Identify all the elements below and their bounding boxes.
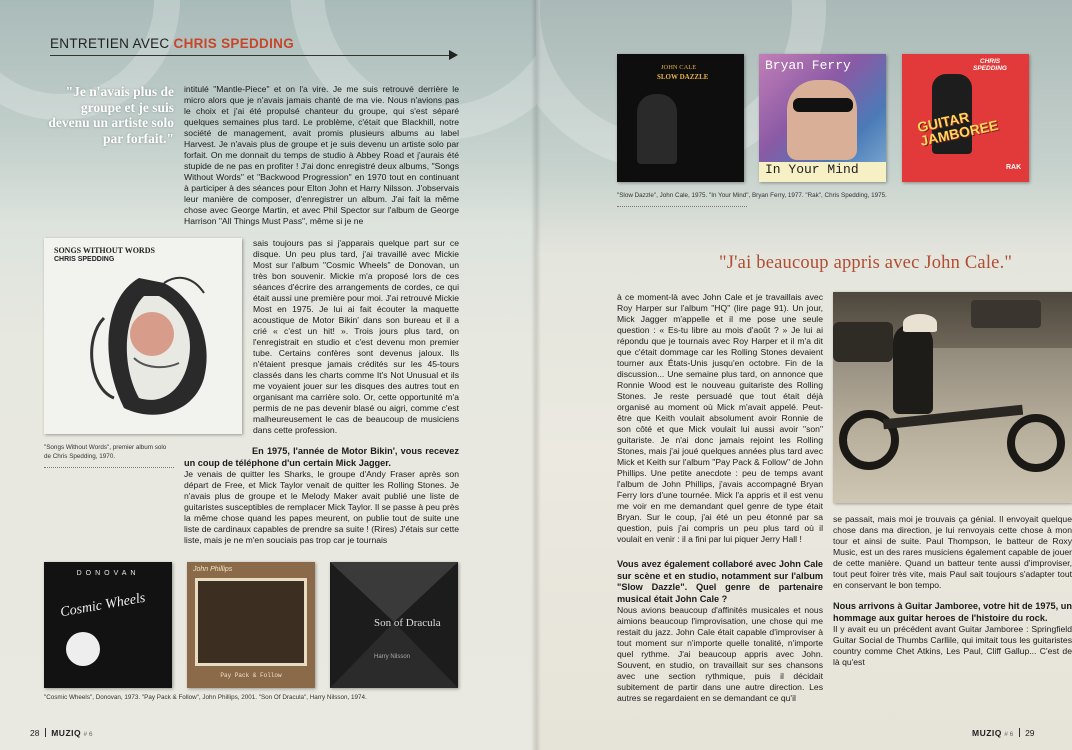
album-cover-guitar-jamboree bbox=[902, 54, 1029, 182]
cover-title: Son of Dracula bbox=[374, 617, 441, 629]
body-column-top: intitulé "Mantle-Piece" et on l'a vire. Je me suis retrouvé derrière le micro alors que je n'avais jamais chanté de ma vie. Nous n'avions pas le choix et j'ai été propulsé chanteur du groupe, qui s'est séparé quelques semaines plus tard. Le problème, c'était que Blackhill, notre société de management, avait promis plusieurs albums au label Harvest. Je n'avais plus de groupe et je suis devenu un artiste solo par forfait. On me donnait du temps de studio à Abbey Road et j'aurais été stupide de ne pas en profiter ! J'ai donc enregistré deux albums, "Songs Without Words" et "Backwood Progression" en 1970 tout en continuant à participer à des séances pour Elton John et Harry Nilsson. J'observais leur manière de composer, d'enregistrer un album. J'ai fait la même chose avec George Martin, et avec Phil Spector sur l'album de George Harrison "All Things Must Pass", même si je ne bbox=[184, 84, 459, 226]
album-cover-slow-dazzle bbox=[617, 54, 744, 182]
album-cover-in-your-mind bbox=[759, 54, 886, 182]
cover-title: Cosmic Wheels bbox=[59, 590, 147, 621]
caption-top-covers: "Slow Dazzle", John Cale, 1975. "In Your Mind", Bryan Ferry, 1977. "Rak", Chris Spedding, 1975. bbox=[617, 192, 887, 199]
body-column-right-2: se passait, mais moi je trouvais ça génial. Il envoyait quelque chose dans ma direction, je lui renvoyais cette chose à mon tour et ainsi de suite. Paul Thompson, le batteur de Roxy Music, est un des rares musiciens également capable de jouer de cette manière. Quand un batteur tente aussi d'improviser, tout peut foirer très vite, mais Paul sait toujours s'adapter tout en conservant le bon tempo. Nous arrivons à Guitar Jamboree, votre hit de 1975, un hommage aux guitar heroes de l'histoire du rock. Il y avait eu un précédent avant Guitar Jamboree : Springfield Guitar Social de Thumbs Carllile, qui imitait tous les guitaristes country comme Chet Atkins, Les Paul, Cliff Gallup... C'est de là qu'est bbox=[833, 514, 1072, 667]
rider-silhouette bbox=[893, 324, 933, 414]
cover-title: In Your Mind bbox=[765, 162, 859, 177]
figure-silhouette bbox=[637, 94, 677, 164]
magazine-name: MUZIQ bbox=[51, 728, 82, 738]
page-number: 29 bbox=[1025, 728, 1035, 738]
cover-title: GUITAR JAMBOREE bbox=[915, 108, 1000, 149]
magazine-name: MUZIQ bbox=[972, 728, 1002, 738]
label-badge: RAK bbox=[1006, 164, 1022, 171]
sunglasses-shape bbox=[793, 98, 853, 112]
caption-bottom-covers: "Cosmic Wheels", Donovan, 1973. "Pay Pack & Follow", John Phillips, 2001. "Son Of Dracula", Harry Nilsson, 1974. bbox=[44, 694, 367, 701]
interviewee-name: CHRIS SPEDDING bbox=[173, 36, 294, 51]
cover-label: DONOVAN bbox=[76, 570, 140, 577]
cover-title: SONGS WITHOUT WORDS bbox=[54, 246, 155, 255]
header-rule bbox=[50, 55, 453, 56]
section-header: ENTRETIEN AVEC CHRIS SPEDDING bbox=[50, 36, 294, 51]
cover-artist: CHRIS SPEDDING bbox=[54, 256, 115, 263]
cover-photo bbox=[195, 578, 307, 666]
body-column-right-1: à ce moment-là avec John Cale et je travaillais avec Roy Harper sur l'album "HQ" (lire page 91). Un jour, Mick Jagger m'appelle et il me pose une seule question : « Es-tu libre au mois d'août ? » Je lui ai répondu que je tournais avec Roy Harper et il m'a dit que c'était dommage car les Rolling Stones devaient tourner aux États-Unis jusqu'en octobre. Fin de la discussion... Une semaine plus tard, on annonce que Ronnie Wood est le nouveau guitariste des Rolling Stones. Je reste persuadé que tout était déjà organisé au moment où Mick m'avait appelé. Peut-être que Keith voulait absolument avoir Ronnie de son côté et que Mick voulait lui aussi avoir "son" guitariste. Je n'ai donc jamais rejoint les Rolling Stones, mais j'ai joué quelques années plus tard avec Mick et Keith sur l'album "Pay Pack & Follow" de John Phillips. Une petite anecdote : peu de temps avant l'album de John Phillips, j'avais accompagné Bryan Ferry lors d'une tournée. Mick l'a appris et il est venu me voir en me demandant quel genre de type était Bryan. Sur le coup, j'ai été un peu étonné par sa question, puis j'ai compris un peu plus tard où il voulait en venir : il a fini par lui piquer Jerry Hall ! Vous avez également collaboré avec John Cale sur scène et en studio, notamment sur l'album "Slow Dazzle". Quel genre de partenaire musical était John Cale ? Nous avions beaucoup d'affinités musicales et nous aimions beaucoup l'improvisation, une chose qui me restait du jazz. John Cale était capable d'improviser à tout moment sur n'importe quelle tonalité, n'importe quel rythme. J'ai beaucoup appris avec John. Souvent, en studio, on travaillait sur ses chansons avec une section rythmique, puis il décidait subitement de partir dans une autre direction. Les autres se regardaient en se demandant ce qu'il bbox=[617, 292, 823, 703]
page-footer-left bbox=[30, 728, 93, 738]
arrow-icon bbox=[449, 50, 458, 60]
album-cover-son-of-dracula bbox=[330, 562, 458, 688]
album-cover-songs-without-words bbox=[44, 238, 242, 434]
pull-quote: "Je n'avais plus de groupe et je suis devenu un artiste solo par forfait." bbox=[48, 84, 174, 146]
issue-number: # 6 bbox=[1004, 731, 1014, 738]
page-footer-right bbox=[972, 728, 1035, 738]
page-spine bbox=[531, 0, 541, 750]
caption-divider bbox=[44, 467, 174, 468]
cover-label: CHRIS SPEDDING bbox=[973, 58, 1007, 72]
rear-wheel bbox=[1007, 414, 1065, 472]
cover-artwork bbox=[44, 238, 242, 434]
issue-number: # 6 bbox=[83, 731, 93, 738]
right-page bbox=[536, 0, 1072, 750]
cover-label: Bryan Ferry bbox=[765, 58, 851, 73]
album-cover-cosmic-wheels bbox=[44, 562, 172, 688]
cover-label: John Phillips bbox=[193, 566, 233, 573]
cover-title: Pay Pack & Follow bbox=[220, 672, 282, 679]
cover-label: JOHN CALE bbox=[661, 64, 697, 71]
album-cover-pay-pack-follow bbox=[187, 562, 315, 688]
body-column-mid: sais toujours pas si j'apparais quelque part sur ce disque. Un peu plus tard, j'ai travaillé avec Mickie Most sur l'album "Cosmic Wheels" de Donovan, un très bon souvenir. Mickie m'a proposé lors de ces séances d'écrire des arrangements de cordes, ce qui était aussi une première pour moi. J'ai retrouvé Mickie Most en 1975. Je lui ai fait écouter la maquette acoustique de Motor Bikin' dans son bureau et il a crié « c'est un hit! ». Trois jours plus tard, on l'enregistrait en studio et c'est devenu mon premier tube. Certains confères sont devenus jaloux. Ils n'étaient presque jamais crédités sur les 45-tours classés dans les charts comme It's Not Unusual et ils me voyaient jouer sur les disques des autres tout en organisant ma carrière solo. Or, cette opportunité m'a permis de ne pas devenir blasé ou aigri, comme c'est malheureusement le cas de beaucoup de musiciens dans cette profession. bbox=[253, 238, 459, 435]
moon-shape bbox=[66, 632, 100, 666]
body-column-question: En 1975, l'année de Motor Bikin', vous recevez un coup de téléphone d'un certain Mick Jagger. Je venais de quitter les Sharks, le groupe d'Andy Fraser après son départ de Free, et Mick Taylor venait de quitter les Rolling Stones. Je n'avais plus de groupe et le Melody Maker avait publié une liste de guitaristes susceptibles de remplacer Mick Taylor. Il se passe à peu près la même chose quand les papes meurent, on publie tout de suite une liste de cardinaux capables de prendre sa suite ! (Rires) J'étais sur cette liste, mais je ne m'en souciais pas trop car je tournais bbox=[184, 446, 459, 545]
photo-chris-spedding-motorcycle bbox=[833, 292, 1072, 503]
face-shape bbox=[787, 80, 857, 160]
cover-title: SLOW DAZZLE bbox=[657, 73, 709, 81]
page-number: 28 bbox=[30, 728, 40, 738]
caption-divider bbox=[617, 206, 747, 207]
cover-label: Harry Nilsson bbox=[374, 654, 411, 660]
hat-shape bbox=[903, 314, 937, 332]
caption-songs-without-words: "Songs Without Words", premier album solo de Chris Spedding, 1970. bbox=[44, 444, 167, 460]
big-pull-quote: "J'ai beaucoup appris avec John Cale." bbox=[719, 253, 1013, 273]
